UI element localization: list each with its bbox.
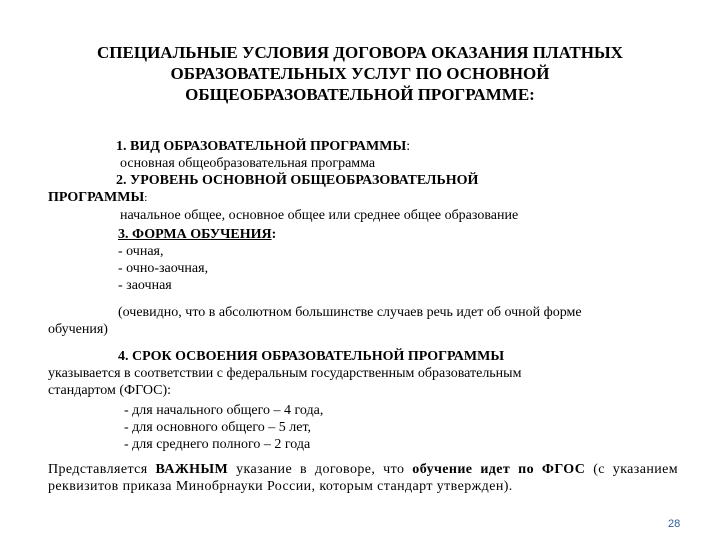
section3-list-item: - очная, [118,244,164,259]
section3-note-line2: обучения) [48,322,108,337]
section4-list-item: - для среднего полного – 2 года [124,437,311,452]
section4-list-item: - для начального общего – 4 года, [124,403,324,418]
section3-list-item: - очно-заочная, [118,261,209,276]
section1-colon: : [406,139,411,154]
title-line: СПЕЦИАЛЬНЫЕ УСЛОВИЯ ДОГОВОРА ОКАЗАНИЯ ПЛАТНЫХ [97,43,623,62]
section2-heading-word: ПРОГРАММЫ [48,190,145,205]
slide-title [40,42,680,105]
title-line: ОБРАЗОВАТЕЛЬНЫХ УСЛУГ ПО ОСНОВНОЙ [170,64,550,83]
section2-text: начальное общее, основное общее или среднее общее образование [120,208,519,223]
section4-text-line1: указывается в соответствии с федеральным государственным образовательным [48,366,522,381]
section4-list-item: - для основного общего – 5 лет, [124,420,312,435]
closing-emphasis: ВАЖНЫМ [155,462,229,477]
title-line: ОБЩЕОБРАЗОВАТЕЛЬНОЙ ПРОГРАММЕ: [185,85,535,104]
section2-colon: : [144,192,148,204]
section4-text-line2: стандартом (ФГОС): [48,383,172,398]
closing-text: (с указанием реквизитов приказа Минобрнауки России, которым стандарт утвержден). [48,462,678,494]
section1-heading: 1. ВИД ОБРАЗОВАТЕЛЬНОЙ ПРОГРАММЫ [116,139,407,154]
section3-colon: : [271,227,277,242]
closing-text: указание в договоре, что [228,462,413,477]
section3-heading-line [118,226,276,243]
section1-text: основная общеобразовательная программа [120,156,376,171]
section4-heading: 4. СРОК ОСВОЕНИЯ ОБРАЗОВАТЕЛЬНОЙ ПРОГРАММЫ [118,349,505,364]
section2-heading-line1: 2. УРОВЕНЬ ОСНОВНОЙ ОБЩЕОБРАЗОВАТЕЛЬНОЙ [116,173,479,188]
section3-heading: 3. ФОРМА ОБУЧЕНИЯ [118,227,272,242]
closing-text: Представляется [48,462,156,477]
closing-bold-text: обучение идет по ФГОС [412,462,586,477]
closing-paragraph [48,461,678,495]
section2-heading-line2 [48,189,147,207]
page-number: 28 [668,518,681,530]
section1-heading-line [116,138,410,155]
section3-note-line1: (очевидно, что в абсолютном большинстве случаев речь идет об очной форме [118,305,582,320]
section3-list-item: - заочная [118,278,172,293]
